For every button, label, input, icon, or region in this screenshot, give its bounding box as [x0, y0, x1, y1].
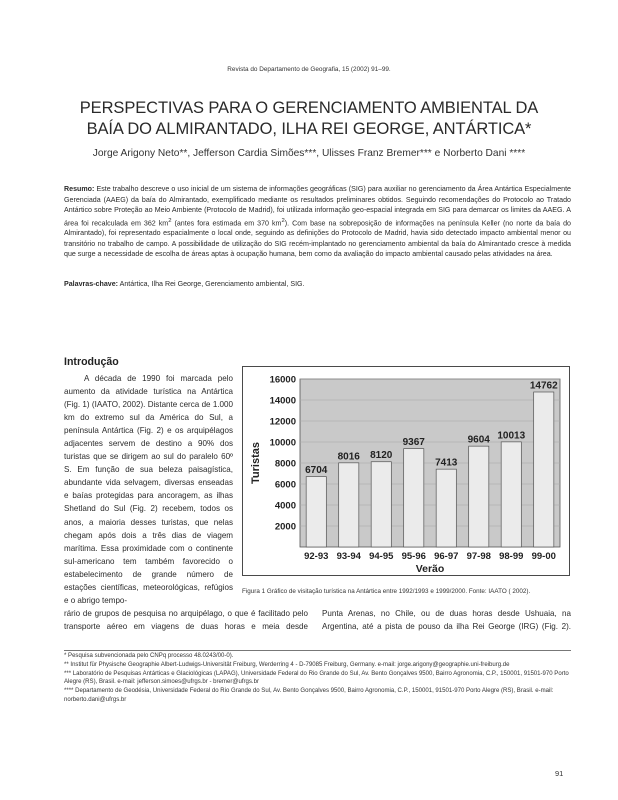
- bar: [436, 469, 456, 547]
- footnote-3: *** Laboratório de Pesquisas Antárticas e Glaciológicas (LAPAG), Universidade Federal do Rio Grande do Sul, Av. Bento Gonçalves 9500, Bairro Agronomia, C.P., 150001, 91501-970 Porto Alegre (RS), Brasil. e-mail: jefferson.simoes@ufrgs.br - bremer@ufrgs.br: [64, 670, 569, 686]
- keywords-text: Antártica, Ilha Rei George, Gerenciamento ambiental, SIG.: [118, 280, 305, 288]
- abstract-text-b: (antes fora estimada em 370 km: [171, 218, 282, 227]
- y-tick-label: 8000: [274, 458, 296, 470]
- bar-data-label: 9604: [467, 434, 490, 446]
- x-tick-label: 96-97: [434, 551, 459, 562]
- bar: [371, 462, 391, 547]
- x-tick-label: 92-93: [304, 551, 329, 562]
- title-line-2: BAÍA DO ALMIRANTADO, ILHA REI GEORGE, ANTÁRTICA*: [86, 120, 532, 138]
- page-number: 91: [555, 769, 564, 778]
- bar-data-label: 7413: [435, 457, 458, 469]
- section-heading-introducao: Introdução: [64, 356, 119, 368]
- footnote-1: * Pesquisa subvencionada pelo CNPq processo 48.0243/00-0).: [64, 653, 234, 659]
- x-tick-label: 99-00: [531, 551, 556, 562]
- y-tick-label: 6000: [274, 479, 296, 491]
- paper-title: [40, 98, 578, 140]
- bar-data-label: 8016: [337, 451, 360, 463]
- y-tick-label: 10000: [269, 437, 296, 449]
- y-tick-label: 12000: [269, 416, 296, 428]
- footnote-4: **** Departamento de Geodésia, Universidade Federal do Rio Grande do Sul, Av. Bento Gonçalves 9500, Bairro Agronomia, C.P., 150001, 91501-970 Porto Alegre (RS), Brasil. e-mail: norberto.dani@ufrgs.br: [64, 688, 554, 703]
- bar-data-label: 9367: [402, 437, 425, 449]
- footnotes: [64, 652, 571, 705]
- footnote-divider: [64, 650, 571, 651]
- y-axis-label: Turistas: [250, 442, 262, 484]
- body-text-right: Punta Arenas, no Chile, ou de duas horas desde Ushuaia, na Argentina, até a pista de pouso da ilha Rei George (IRG) (Fig. 2).: [322, 609, 571, 631]
- bar: [501, 442, 521, 547]
- abstract-label: Resumo:: [64, 185, 95, 193]
- keywords-label: Palavras-chave:: [64, 280, 119, 288]
- abstract-sup-1: 2: [168, 217, 172, 224]
- intro-paragraph: A década de 1990 foi marcada pelo aumento da atividade turística na Antártica (Fig. 1) (IAATO, 2002). Distante cerca de 1.000 km do extremo sul da América do Sul, a península Antártica (Fig. 2) e os arquipélagos adjacentes servem de destino a 90% dos turistas que se dirigem ao sul do paralelo 60º S. Em função de sua beleza paisagística, abundante vida selvagem, diversas enseadas e baías protegidas para ancoragem, as ilhas Shetland do Sul (Fig. 2) recebem, todos os anos, a maioria desses turistas, que nelas chegam após dois a três dias de viagem marítima. Essa proximidade com o continente sul-americano tem também favorecido o estabelecimento de grande número de estações científicas, meteorológicas, refúgios e o abrigo tempo-: [64, 374, 233, 605]
- bar: [534, 392, 554, 547]
- author-list: Jorge Arigony Neto**, Jefferson Cardia Simões***, Ulisses Franz Bremer*** e Norberto Dani ****: [92, 148, 526, 159]
- x-tick-label: 95-96: [401, 551, 426, 562]
- bar: [404, 449, 424, 547]
- y-tick-label: 2000: [274, 521, 296, 533]
- y-tick-label: 4000: [274, 500, 296, 512]
- keywords: [64, 279, 571, 290]
- bar: [306, 477, 326, 547]
- abstract-sup-2: 2: [281, 217, 285, 224]
- body-text-left: rário de grupos de pesquisa no arquipélago, o que é facilitado pelo transporte aéreo em viagens de duas horas e meia desde: [64, 609, 308, 631]
- bar: [339, 463, 359, 547]
- bar: [469, 446, 489, 547]
- title-line-1: PERSPECTIVAS PARA O GERENCIAMENTO AMBIENTAL DA: [79, 99, 539, 117]
- intro-column-text: [64, 372, 233, 607]
- x-tick-label: 93-94: [336, 551, 361, 562]
- abstract: [64, 184, 571, 260]
- footnote-2: ** Institut für Physische Geographie Albert-Ludwigs-Universität Freiburg, Werderring 4 - D-79085 Freiburg, Germany. e-mail: jorge.arigony@geographie.uni-freiburg.de: [64, 661, 510, 668]
- y-tick-label: 16000: [269, 374, 296, 386]
- bar-data-label: 6704: [305, 465, 328, 477]
- bar-data-label: 10013: [497, 430, 526, 442]
- bar-data-label: 8120: [370, 450, 393, 462]
- abstract-text-c: ). Com base na sobreposição de informações na península Keller (no norte da baía do Almirantado), foi representado espacialmente o local onde, seguindo as definições do Protocolo de Madrid, havia sido detectado impacto ambiental menor ou transitório no trabalho de campo. A possibilidade de utilização do SIG recém-implantado no gerenciamento ambiental da baía do Almirantado cresce à medida que surge a necessidade de escolha de áreas aptas à ocupação humana, bem como da avaliação do impacto ambiental causado pelas atividades na área.: [64, 218, 572, 259]
- x-tick-label: 94-95: [369, 551, 394, 562]
- figure-caption: Figura 1 Gráfico de visitação turística na Antártica entre 1992/1993 e 1999/2000. Fonte: IAATO ( 2002).: [242, 588, 531, 595]
- figure-1-chart: [242, 366, 570, 576]
- bar-chart-svg: [243, 367, 569, 575]
- x-tick-label: 97-98: [466, 551, 491, 562]
- bar-data-label: 14762: [529, 380, 558, 392]
- y-tick-label: 14000: [269, 395, 296, 407]
- x-axis-label: Verão: [415, 563, 445, 575]
- abstract-text-a: Este trabalho descreve o uso inicial de um sistema de informações geográficas (SIG) para auxiliar no gerenciamento da Área Antártica Especialmente Gerenciada (AAEG) da baía do Almirantado, exemplificado mediante os resultados preliminares obtidos. Seguindo recomendações do Protocolo ao Tratado Antártico sobre Proteção ao Meio Ambiente (Protocolo de Madrid), foi utilizada informação geo-espacial integrada em SIG para demarcar os limites da AAEG. A área foi recalculada em 362 km: [64, 185, 571, 227]
- x-tick-label: 98-99: [499, 551, 524, 562]
- running-header: Revista do Departamento de Geografia, 15 (2002) 91–99.: [227, 66, 391, 73]
